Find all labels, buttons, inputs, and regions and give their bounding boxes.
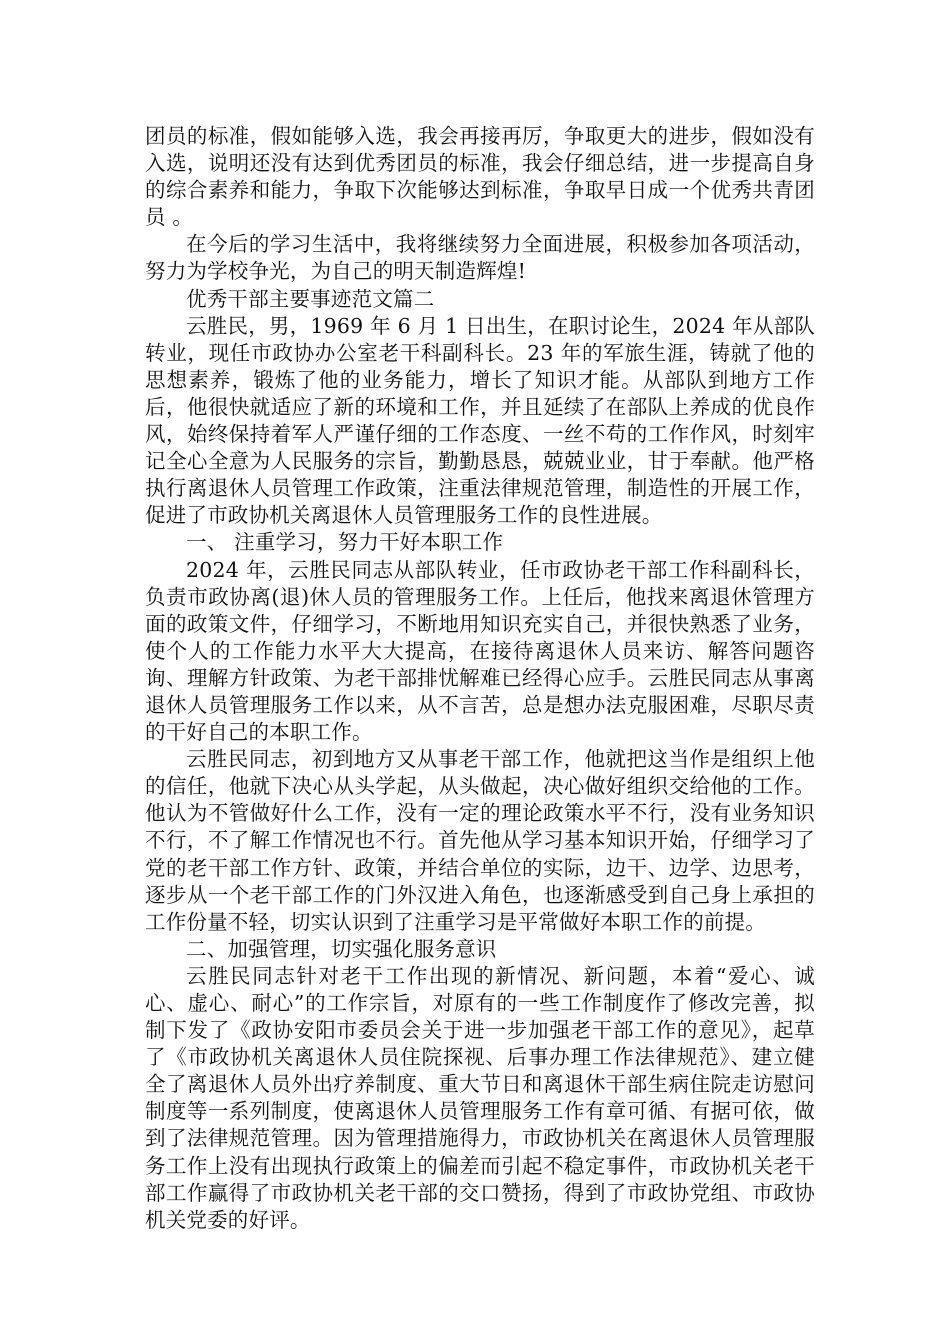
paragraph-study-2: 云胜民同志，初到地方又从事老干部工作，他就把这当作是组织上他的信任，他就下决心从头学起，从头做起，决心做好组织交给他的工作。他认为不管做好什么工作，没有一定的理论政策水平不行，没有业务知识不行，不了解工作情况也不行。首先他从学习基本知识开始，仔细学习了党的老干部工作方针、政策，并结合单位的实际，边干、边学、边思考，逐步从一个老干部工作的门外汉进入角色，也逐渐感受到自己身上承担的工作份量不轻，切实认识到了注重学习是平常做好本职工作的前提。 (145, 747, 815, 934)
heading-one: 一、 注重学习，努力干好本职工作 (186, 530, 504, 555)
paragraph-study-1: 2024 年，云胜民同志从部队转业，任市政协老干部工作科副科长，负责市政协离(退)休人员的管理服务工作。上任后，他找来离退休管理方面的政策文件，仔细学习，不断地用知识充实自己，并很快熟悉了业务，使个人的工作能力水平大大提高，在接待离退休人员来访、解答问题咨询、理解方针政策、为老干部排忧解难已经得心应手。云胜民同志从事离退休人员管理服务工作以来，从不言苦，总是想办法克服困难，尽职尽责的干好自己的本职工作。 (145, 557, 815, 745)
section-title: 优秀干部主要事迹范文篇二 (186, 286, 435, 311)
paragraph-intro: 云胜民，男，1969 年 6 月 1 日出生，在职讨论生，2024 年从部队转业，现任市政协办公室老干科副科长。23 年的军旅生涯，铸就了他的思想素养，锻炼了他的业务能力，增长了知识才能。从部队到地方工作后，他很快就适应了新的环境和工作，并且延续了在部队上养成的优良作风，始终保持着军人严谨仔细的工作态度、一丝不苟的工作作风，时刻牢记全心全意为人民服务的宗旨，勤勤恳恳，兢兢业业，甘于奉献。他严格执行离退休人员管理工作政策，注重法律规范管理，制造性的开展工作，促进了市政协机关离退休人员管理服务工作的良性进展。 (145, 313, 815, 528)
paragraph-1: 团员的标准，假如能够入选，我会再接再厉，争取更大的进步，假如没有入选，说明还没有达到优秀团员的标准，我会仔细总结，进一步提高自身的综合素养和能力，争取下次能够达到标准，争取早日成一个优秀共青团员 。 (145, 124, 815, 230)
document-body (145, 123, 815, 1234)
paragraph-2: 在今后的学习生活中，我将继续努力全面进展，积极参加各项活动，努力为学校争光，为自己的明天制造辉煌! (145, 232, 815, 284)
paragraph-management: 云胜民同志针对老干工作出现的新情况、新问题，本着“爱心、诚心、虚心、耐心”的工作宗旨，对原有的一些工作制度作了修改完善，拟制下发了《政协安阳市委员会关于进一步加强老干部工作的意见》，起草了《市政协机关离退休人员住院探视、后事办理工作法律规范》、建立健全了离退休人员外出疗养制度、重大节日和离退休干部生病住院走访慰问制度等一系列制度，使离退休人员管理服务工作有章可循、有据可依，做到了法律规范管理。因为管理措施得力，市政协机关在离退休人员管理服务工作上没有出现执行政策上的偏差而引起不稳定事件，市政协机关老干部工作赢得了市政协机关老干部的交口赞扬，得到了市政协党组、市政协机关党委的好评。 (145, 963, 815, 1232)
heading-two: 二、加强管理，切实强化服务意识 (186, 936, 497, 961)
